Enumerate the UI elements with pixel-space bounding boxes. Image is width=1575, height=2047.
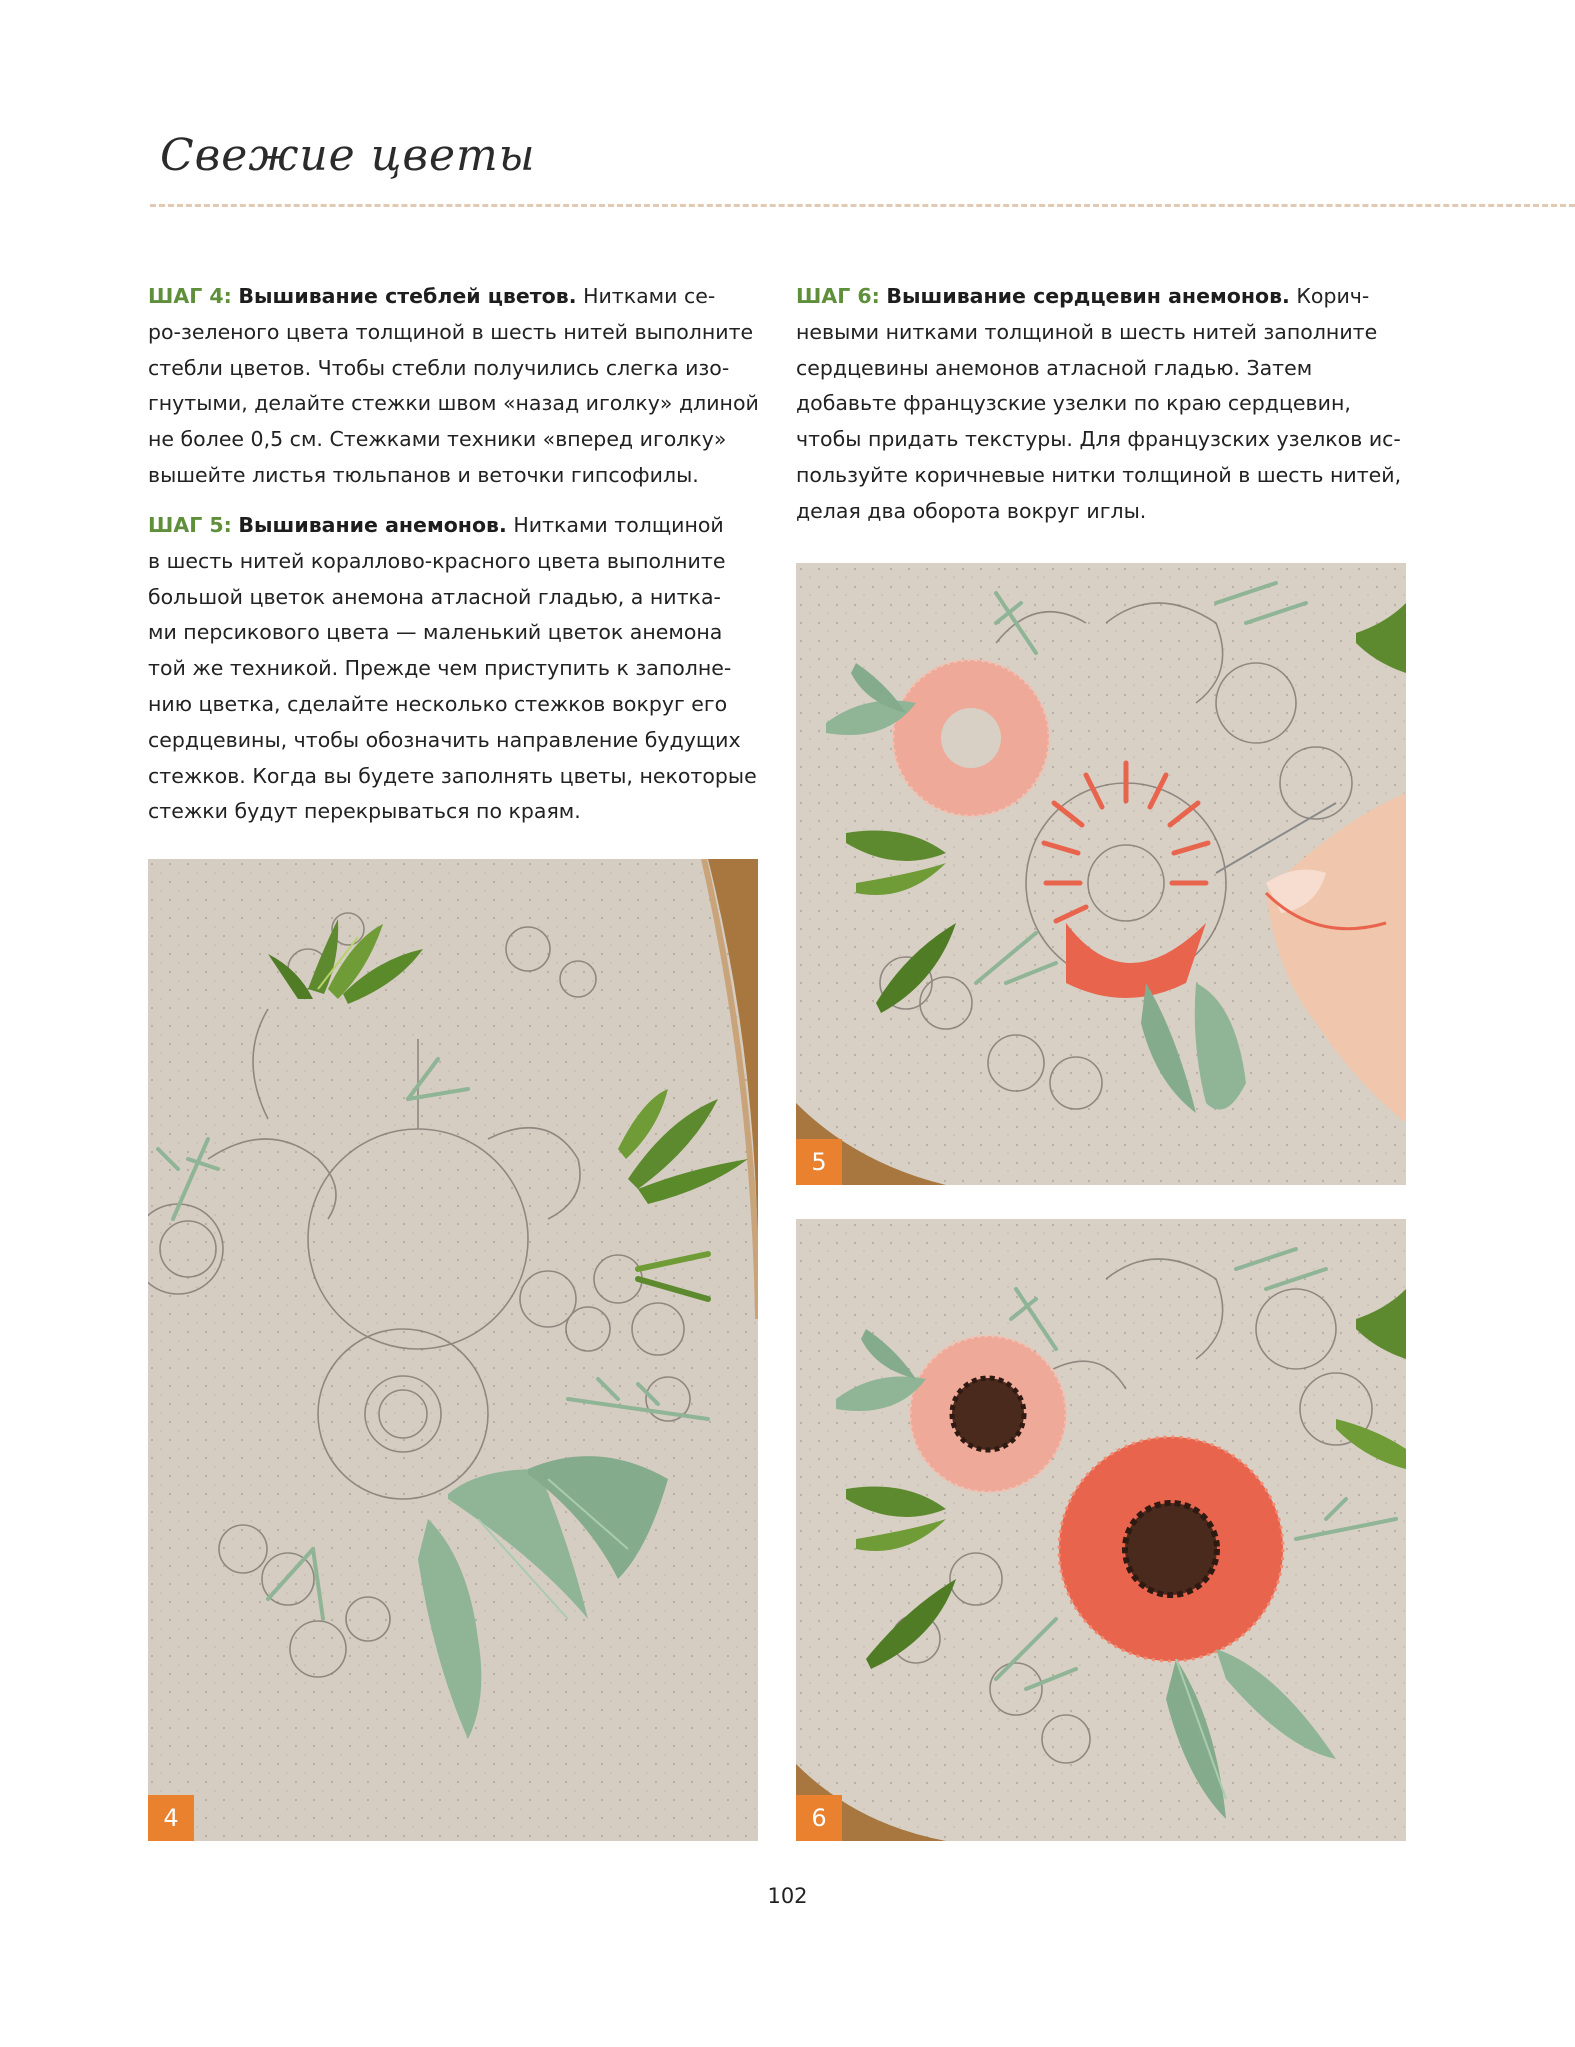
- embroidery-illustration: [796, 563, 1406, 1185]
- text-line: сердцевины анемонов атласной гладью. Затем: [796, 355, 1313, 380]
- text-line: в шесть нитей кораллово-красного цвета выполните: [148, 548, 726, 573]
- text-line: стежков. Когда вы будете заполнять цветы, некоторые: [148, 763, 757, 788]
- text-line: ми персикового цвета — маленький цветок анемона: [148, 620, 723, 645]
- text-line: ро-зеленого цвета толщиной в шесть нитей выполните: [148, 319, 754, 344]
- step-6-text: [796, 279, 1424, 530]
- text-line: вышейте листья тюльпанов и веточки гипсофилы.: [148, 462, 699, 487]
- photo-step-6: [796, 1219, 1406, 1841]
- text-line: добавьте французские узелки по краю сердцевин,: [796, 391, 1351, 416]
- step-4-text: [148, 279, 776, 494]
- step-4-label: ШАГ 4:: [148, 284, 232, 308]
- text-line: Нитками толщиной: [513, 513, 724, 537]
- photo-number-badge: 6: [796, 1795, 842, 1841]
- text-line: делая два оборота вокруг иглы.: [796, 498, 1147, 523]
- peach-anemone: [893, 660, 1049, 816]
- text-line: чтобы придать текстуры. Для французских узелков ис-: [796, 427, 1401, 452]
- page-number: 102: [767, 1884, 808, 1908]
- text-line: гнутыми, делайте стежки швом «назад иголку» длиной: [148, 391, 759, 416]
- photo-number-badge: 4: [148, 1795, 194, 1841]
- step-5-title: Вышивание анемонов.: [238, 513, 507, 537]
- text-line: Корич-: [1296, 284, 1370, 308]
- header-divider: [150, 204, 1575, 207]
- text-line: невыми нитками толщиной в шесть нитей заполните: [796, 319, 1378, 344]
- peach-anemone: [910, 1336, 1066, 1492]
- text-line: пользуйте коричневые нитки толщиной в шесть нитей,: [796, 462, 1402, 487]
- step-5-label: ШАГ 5:: [148, 513, 232, 537]
- text-line: большой цветок анемона атласной гладью, а нитка-: [148, 584, 721, 609]
- step-6-label: ШАГ 6:: [796, 284, 880, 308]
- text-line: стебли цветов. Чтобы стебли получились слегка изо-: [148, 355, 730, 380]
- photo-step-4: [148, 859, 758, 1841]
- embroidery-illustration: [148, 859, 758, 1841]
- photo-step-5: [796, 563, 1406, 1185]
- coral-anemone: [1059, 1437, 1283, 1661]
- section-title: Свежие цветы: [160, 130, 536, 181]
- text-line: нию цветка, сделайте несколько стежков вокруг его: [148, 691, 728, 716]
- text-line: не более 0,5 см. Стежками техники «вперед иголку»: [148, 427, 727, 452]
- text-line: Нитками се-: [583, 284, 716, 308]
- photo-number-badge: 5: [796, 1139, 842, 1185]
- step-6-title: Вышивание сердцевин анемонов.: [886, 284, 1290, 308]
- text-line: той же техникой. Прежде чем приступить к заполне-: [148, 656, 732, 681]
- step-4-title: Вышивание стеблей цветов.: [238, 284, 577, 308]
- text-line: стежки будут перекрываться по краям.: [148, 799, 581, 824]
- text-line: сердцевины, чтобы обозначить направление будущих: [148, 727, 741, 752]
- step-5-text: [148, 508, 776, 830]
- embroidery-illustration: [796, 1219, 1406, 1841]
